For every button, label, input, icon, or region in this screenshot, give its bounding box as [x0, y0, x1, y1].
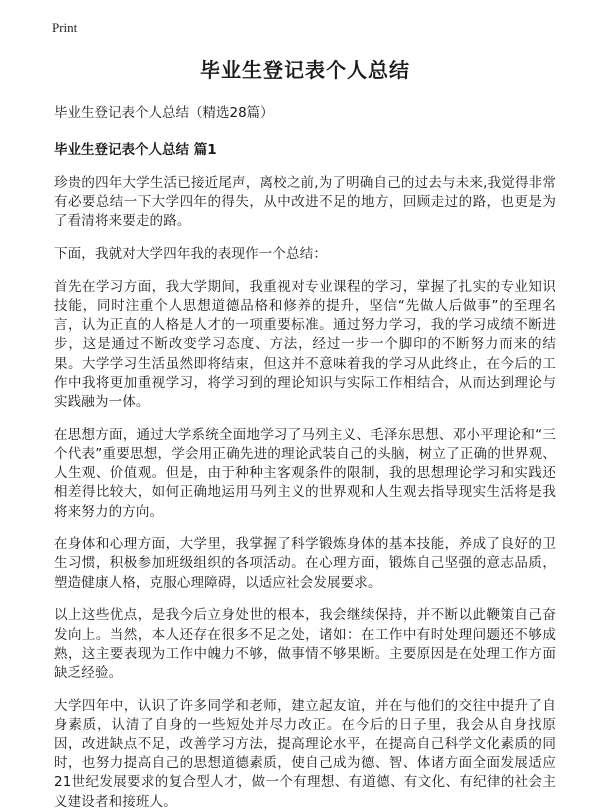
document-title: 毕业生登记表个人总结 — [200, 58, 410, 82]
paragraph: 首先在学习方面，我大学期间，我重视对专业课程的学习，掌握了扎实的专业知识技能，同时注重个人思想道德品格和修养的提升，坚信“先做人后做事”的至理名言，认为正直的人格是人才的一项重要标准。通过努力学习，我的学习成绩不断进步，这是通过不断改变学习态度、方法，经过一步一个脚印的不断努力而来的结果。大学学习生活虽然即将结束，但这并不意味着我的学习从此终止，在今后的工作中我将更加重视学习，将学习到的理论知识与实际工作相结合，从而达到理论与实践融为一体。 — [54, 278, 556, 411]
paragraph: 大学四年中，认识了许多同学和老师，建立起友谊，并在与他们的交往中提升了自身素质，认清了自身的一些短处并尽力改正。在今后的日子里，我会从自身找原因，改进缺点不足，改善学习方法，提高理论水平，在提高自己科学文化素质的同时，也努力提高自己的思想道德素质，使自己成为德、智、体诸方面全面发展适应21世纪发展要求的复合型人才，做一个有理想、有道德、有文化、有纪律的社会主义建设者和接班人。 — [54, 697, 556, 810]
paragraph: 珍贵的四年大学生活已接近尾声，离校之前,为了明确自己的过去与未来,我觉得非常有必要总结一下大学四年的得失，从中改进不足的地方，回顾走过的路，也更是为了看清将来要走的路。 — [54, 175, 556, 230]
paragraph: 在身体和心理方面，大学里，我掌握了科学锻炼身体的基本技能，养成了良好的卫生习惯，积极参加班级组织的各项活动。在心理方面，锻炼自己坚强的意志品质，塑造健康人格，克服心理障碍，以适应社会发展要求。 — [54, 536, 556, 591]
section-heading: 毕业生登记表个人总结 篇1 — [54, 142, 217, 158]
paragraph: 在思想方面，通过大学系统全面地学习了马列主义、毛泽东思想、邓小平理论和“三个代表”重要思想，学会用正确先进的理论武装自己的头脑，树立了正确的世界观、人生观、价值观。但是，由于种种主客观条件的限制，我的思想理论学习和实践还相差得比较大，如何正确地运用马列主义的世界观和人生观去指导现实生活将是我将来努力的方向。 — [54, 426, 556, 520]
paragraph: 下面，我就对大学四年我的表现作一个总结： — [54, 246, 327, 263]
print-link[interactable]: Print — [52, 20, 78, 35]
paragraph: 以上这些优点，是我今后立身处世的根本，我会继续保持，并不断以此鞭策自己奋发向上。当然，本人还存在很多不足之处，诸如：在工作中有时处理问题还不够成熟，这主要表现为工作中魄力不够，做事情不够果断。主要原因是在处理工作方面缺乏经验。 — [54, 607, 556, 681]
document-subtitle: 毕业生登记表个人总结（精选28篇） — [54, 105, 274, 121]
